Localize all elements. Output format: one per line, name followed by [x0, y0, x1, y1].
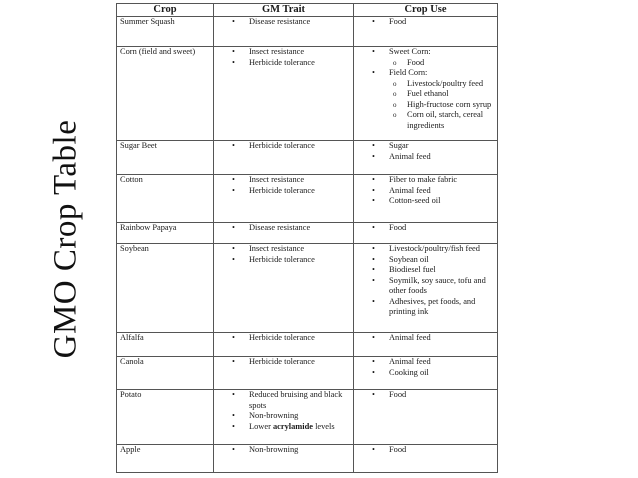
crop-use-cell — [354, 244, 498, 333]
gm-trait-cell — [214, 17, 354, 47]
gm-trait-item: • Disease resistance — [217, 223, 350, 234]
table-row — [117, 47, 498, 141]
gm-trait-item: • Herbicide tolerance — [217, 141, 350, 152]
gm-trait-item: • Non-browning — [217, 411, 350, 422]
crop-use-item: • Animal feed — [357, 333, 494, 344]
page-title-container — [34, 0, 98, 478]
crop-use-item: • Field Corn: — [357, 68, 494, 79]
crop-name-cell: Soybean — [117, 244, 214, 333]
crop-name-cell: Alfalfa — [117, 333, 214, 357]
crop-use-subitem: o High-fructose corn syrup — [357, 100, 494, 111]
gm-trait-item: • Non-browning — [217, 445, 350, 456]
crop-use-item: • Animal feed — [357, 152, 494, 163]
gm-trait-cell — [214, 141, 354, 175]
crop-use-item: • Fiber to make fabric — [357, 175, 494, 186]
crop-use-item: • Cooking oil — [357, 368, 494, 379]
crop-use-cell — [354, 333, 498, 357]
crop-use-item: • Food — [357, 390, 494, 401]
gm-trait-item: • Insect resistance — [217, 47, 350, 58]
crop-use-subitem: o Fuel ethanol — [357, 89, 494, 100]
crop-use-subitem: o Food — [357, 58, 494, 69]
header-crop-use: Crop Use — [354, 4, 498, 17]
crop-use-item: • Soymilk, soy sauce, tofu and other foods — [357, 276, 494, 297]
crop-name-cell: Summer Squash — [117, 17, 214, 47]
crop-use-cell — [354, 141, 498, 175]
crop-name-cell: Potato — [117, 390, 214, 445]
gm-trait-cell — [214, 244, 354, 333]
crop-name-cell: Apple — [117, 445, 214, 473]
table-row — [117, 175, 498, 223]
gm-trait-item: • Herbicide tolerance — [217, 357, 350, 368]
gm-trait-cell — [214, 175, 354, 223]
header-crop: Crop — [117, 4, 214, 17]
crop-use-item: • Soybean oil — [357, 255, 494, 266]
crop-use-item: • Food — [357, 223, 494, 234]
table-row — [117, 223, 498, 244]
gm-trait-cell — [214, 223, 354, 244]
crop-use-subitem: o Livestock/poultry feed — [357, 79, 494, 90]
table-row — [117, 445, 498, 473]
crop-use-subitem: o Corn oil, starch, cereal ingredients — [357, 110, 494, 131]
gm-trait-item: • Herbicide tolerance — [217, 333, 350, 344]
crop-use-item: • Food — [357, 445, 494, 456]
crop-use-item: • Sugar — [357, 141, 494, 152]
table-header-row — [117, 4, 498, 17]
crop-use-cell — [354, 390, 498, 445]
crop-use-item: • Adhesives, pet foods, and printing ink — [357, 297, 494, 318]
gm-trait-item: • Insect resistance — [217, 244, 350, 255]
crop-use-item: • Biodiesel fuel — [357, 265, 494, 276]
crop-name-cell: Rainbow Papaya — [117, 223, 214, 244]
crop-use-cell — [354, 357, 498, 390]
crop-use-item: • Cotton-seed oil — [357, 196, 494, 207]
gm-trait-cell — [214, 357, 354, 390]
table-row — [117, 357, 498, 390]
table-row — [117, 333, 498, 357]
gm-trait-item: • Disease resistance — [217, 17, 350, 28]
gm-trait-cell — [214, 445, 354, 473]
crop-use-cell — [354, 47, 498, 141]
gm-trait-item: • Herbicide tolerance — [217, 255, 350, 266]
gmo-crop-table — [116, 3, 498, 473]
crop-name-cell: Canola — [117, 357, 214, 390]
crop-use-item: • Animal feed — [357, 357, 494, 368]
table-body — [117, 17, 498, 473]
gm-trait-cell — [214, 333, 354, 357]
gm-trait-item: • Insect resistance — [217, 175, 350, 186]
crop-name-cell: Corn (field and sweet) — [117, 47, 214, 141]
header-gm-trait: GM Trait — [214, 4, 354, 17]
crop-use-cell — [354, 445, 498, 473]
gm-trait-item: • Herbicide tolerance — [217, 58, 350, 69]
table-row — [117, 390, 498, 445]
gm-trait-item: • Herbicide tolerance — [217, 186, 350, 197]
crop-name-cell: Cotton — [117, 175, 214, 223]
crop-use-item: • Livestock/poultry/fish feed — [357, 244, 494, 255]
table-row — [117, 141, 498, 175]
crop-name-cell: Sugar Beet — [117, 141, 214, 175]
table-row — [117, 244, 498, 333]
gm-trait-item: • Lower acrylamide levels — [217, 422, 350, 433]
gm-trait-cell — [214, 390, 354, 445]
crop-use-item: • Animal feed — [357, 186, 494, 197]
crop-use-item: • Sweet Corn: — [357, 47, 494, 58]
page-title: GMO Crop Table — [47, 119, 84, 359]
gm-trait-cell — [214, 47, 354, 141]
gm-trait-item: • Reduced bruising and black spots — [217, 390, 350, 411]
crop-use-cell — [354, 17, 498, 47]
crop-use-cell — [354, 175, 498, 223]
crop-use-cell — [354, 223, 498, 244]
table-row — [117, 17, 498, 47]
crop-use-item: • Food — [357, 17, 494, 28]
